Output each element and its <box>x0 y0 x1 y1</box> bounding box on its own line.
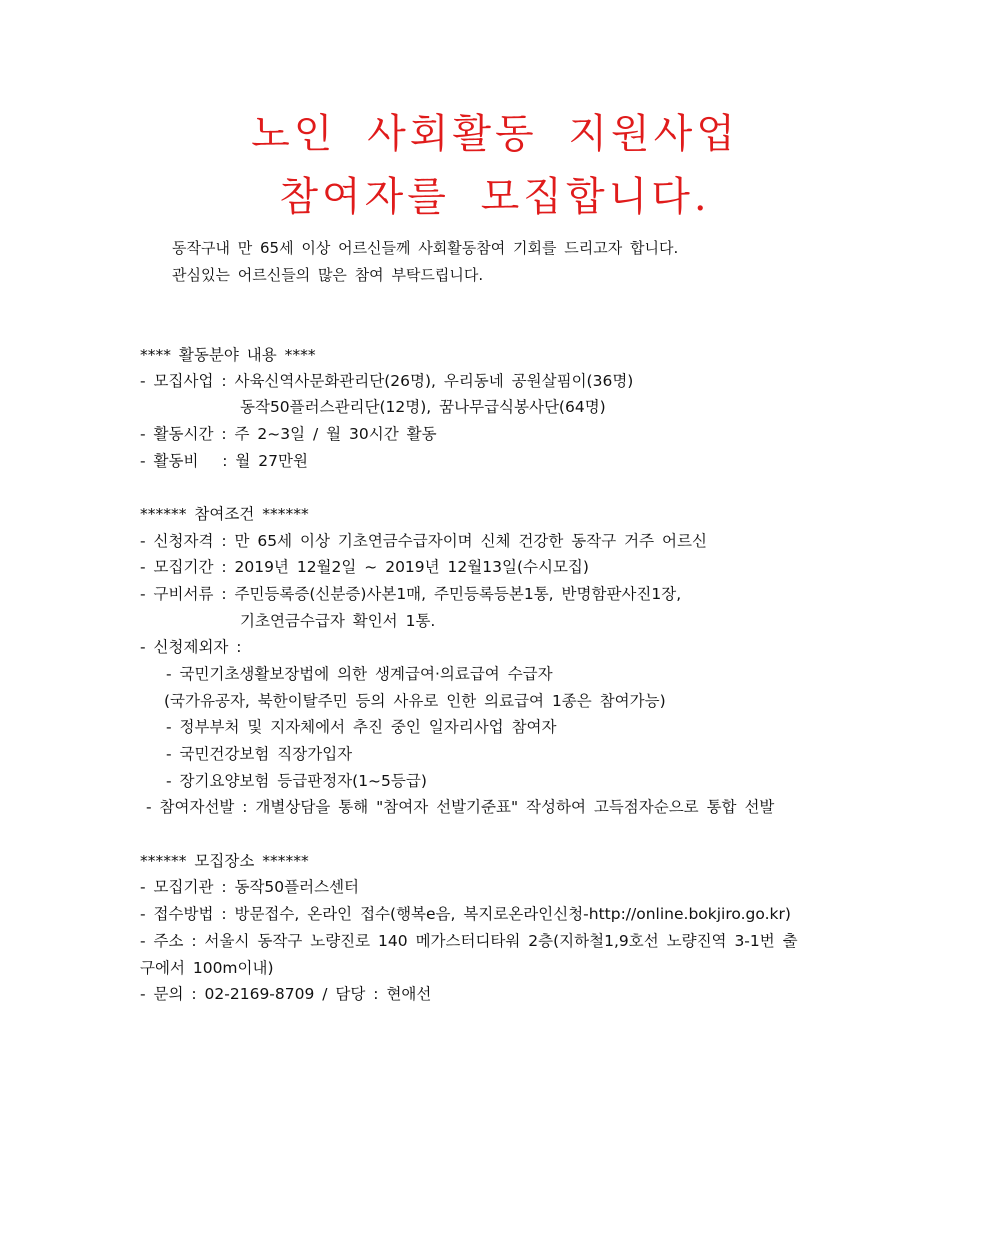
place-line: - 주소 : 서울시 동작구 노량진로 140 메가스터디타워 2층(지하철1,9호선 노량진역 3-1번 출 <box>140 932 798 950</box>
section-header-place: ****** 모집장소 ****** <box>140 852 309 870</box>
title-line-2: 참여자를 모집합니다. <box>279 174 711 220</box>
conditions-line: - 장기요양보험 등급판정자(1~5등급) <box>166 772 427 790</box>
place-line: - 접수방법 : 방문접수, 온라인 접수(행복e음, 복지로온라인신청-http://online.bokjiro.go.kr) <box>140 905 791 923</box>
conditions-line: - 정부부처 및 지자체에서 추진 중인 일자리사업 참여자 <box>166 718 557 736</box>
activity-line: - 활동시간 : 주 2~3일 / 월 30시간 활동 <box>140 425 437 443</box>
title-line-1: 노인 사회활동 지원사업 <box>251 111 739 157</box>
conditions-line: - 신청제외자 : <box>140 638 242 656</box>
conditions-line: - 모집기간 : 2019년 12월2일 ~ 2019년 12월13일(수시모집) <box>140 558 589 576</box>
conditions-line: (국가유공자, 북한이탈주민 등의 사유로 인한 의료급여 1종은 참여가능) <box>164 692 666 710</box>
activity-line: 동작50플러스관리단(12명), 꿈나무급식봉사단(64명) <box>240 398 606 416</box>
conditions-line: - 국민기초생활보장법에 의한 생계급여·의료급여 수급자 <box>166 665 553 683</box>
intro-line-2: 관심있는 어르신들의 많은 참여 부탁드립니다. <box>172 266 484 284</box>
conditions-line: - 구비서류 : 주민등록증(신분증)사본1매, 주민등록등본1통, 반명함판사진1장, <box>140 585 682 603</box>
activity-line: - 활동비 : 월 27만원 <box>140 452 308 470</box>
conditions-line: 기초연금수급자 확인서 1통. <box>240 612 436 630</box>
conditions-line: - 신청자격 : 만 65세 이상 기초연금수급자이며 신체 건강한 동작구 거주 어르신 <box>140 532 707 550</box>
place-line: - 모집기관 : 동작50플러스센터 <box>140 878 360 896</box>
section-header-conditions: ****** 참여조건 ****** <box>140 505 309 523</box>
conditions-line: - 국민건강보험 직장가입자 <box>166 745 353 763</box>
intro-line-1: 동작구내 만 65세 이상 어르신들께 사회활동참여 기회를 드리고자 합니다. <box>172 239 679 257</box>
section-header-activity: **** 활동분야 내용 **** <box>140 346 316 364</box>
conditions-line: - 참여자선발 : 개별상담을 통해 "참여자 선발기준표" 작성하여 고득점자순으로 통합 선발 <box>146 798 775 816</box>
activity-line: - 모집사업 : 사육신역사문화관리단(26명), 우리동네 공원살핌이(36명) <box>140 372 634 390</box>
place-line: 구에서 100m이내) <box>140 959 274 977</box>
place-line: - 문의 : 02-2169-8709 / 담당 : 현애선 <box>140 985 432 1003</box>
